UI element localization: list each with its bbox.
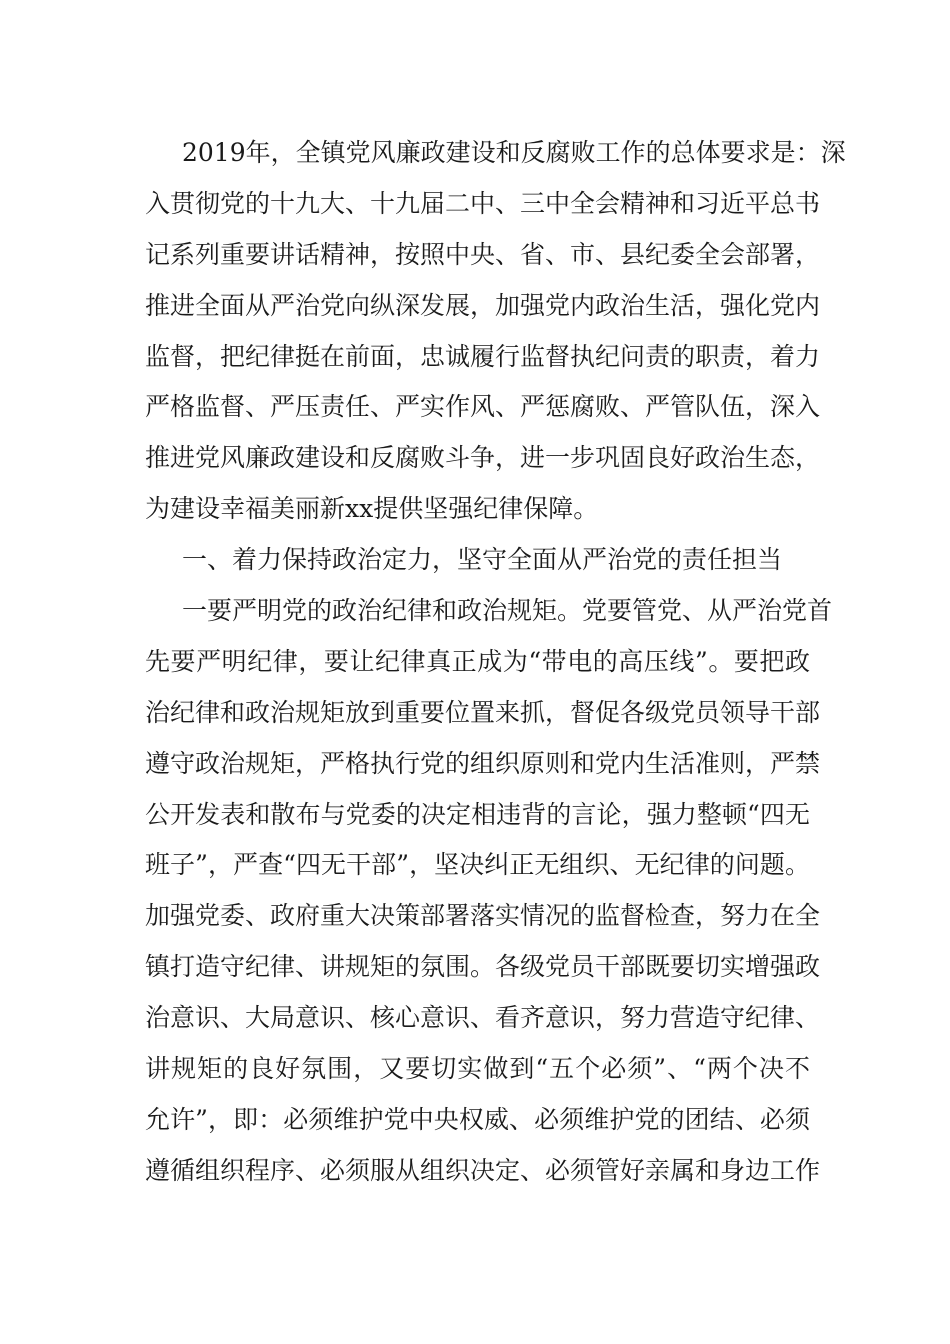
text-line: 公开发表和散布与党委的决定相违背的言论，强力整顿“四无 xyxy=(145,799,810,829)
text-line: 治意识、大局意识、核心意识、看齐意识，努力营造守纪律、 xyxy=(145,1003,821,1033)
text-line: 为建设幸福美丽新xx提供坚强纪律保障。 xyxy=(145,494,599,524)
text-line: 一要严明党的政治纪律和政治规矩。党要管党、从严治党首 xyxy=(182,596,833,626)
section-heading xyxy=(145,535,810,586)
text-line: 班子”，严查“四无干部”，坚决纠正无组织、无纪律的问题。 xyxy=(145,850,810,880)
text-line: 加强党委、政府重大决策部署落实情况的监督检查，努力在全 xyxy=(145,901,821,931)
text-line: 推进党风廉政建设和反腐败斗争，进一步巩固良好政治生态， xyxy=(145,443,821,473)
text-line: 先要严明纪律，要让纪律真正成为“带电的高压线”。要把政 xyxy=(145,646,810,676)
text-line: 记系列重要讲话精神，按照中央、省、市、县纪委全会部署， xyxy=(145,239,821,269)
text-line: 遵守政治规矩，严格执行党的组织原则和党内生活准则，严禁 xyxy=(145,748,821,778)
text-line: 2019年，全镇党风廉政建设和反腐败工作的总体要求是：深 xyxy=(182,138,846,167)
text-line: 允许”，即：必须维护党中央权威、必须维护党的团结、必须 xyxy=(145,1104,810,1134)
text-line: 镇打造守纪律、讲规矩的氛围。各级党员干部既要切实增强政 xyxy=(145,952,821,982)
section-heading-text: 一、着力保持政治定力，坚守全面从严治党的责任担当 xyxy=(182,545,783,575)
text-line: 治纪律和政治规矩放到重要位置来抓，督促各级党员领导干部 xyxy=(145,697,821,727)
text-line: 严格监督、严压责任、严实作风、严惩腐败、严管队伍，深入 xyxy=(145,392,821,422)
document-body xyxy=(145,128,846,1197)
text-line: 推进全面从严治党向纵深发展，加强党内政治生活，强化党内 xyxy=(145,290,821,320)
text-line: 遵循组织程序、必须服从组织决定、必须管好亲属和身边工作 xyxy=(145,1155,821,1185)
paragraph-intro xyxy=(145,128,846,535)
text-line: 监督，把纪律挺在前面，忠诚履行监督执纪问责的职责，着力 xyxy=(145,341,821,371)
text-line: 讲规矩的良好氛围，又要切实做到“五个必须”、“两个决不 xyxy=(145,1054,810,1084)
paragraph-point-1 xyxy=(145,586,833,1197)
text-line: 入贯彻党的十九大、十九届二中、三中全会精神和习近平总书 xyxy=(145,188,821,218)
